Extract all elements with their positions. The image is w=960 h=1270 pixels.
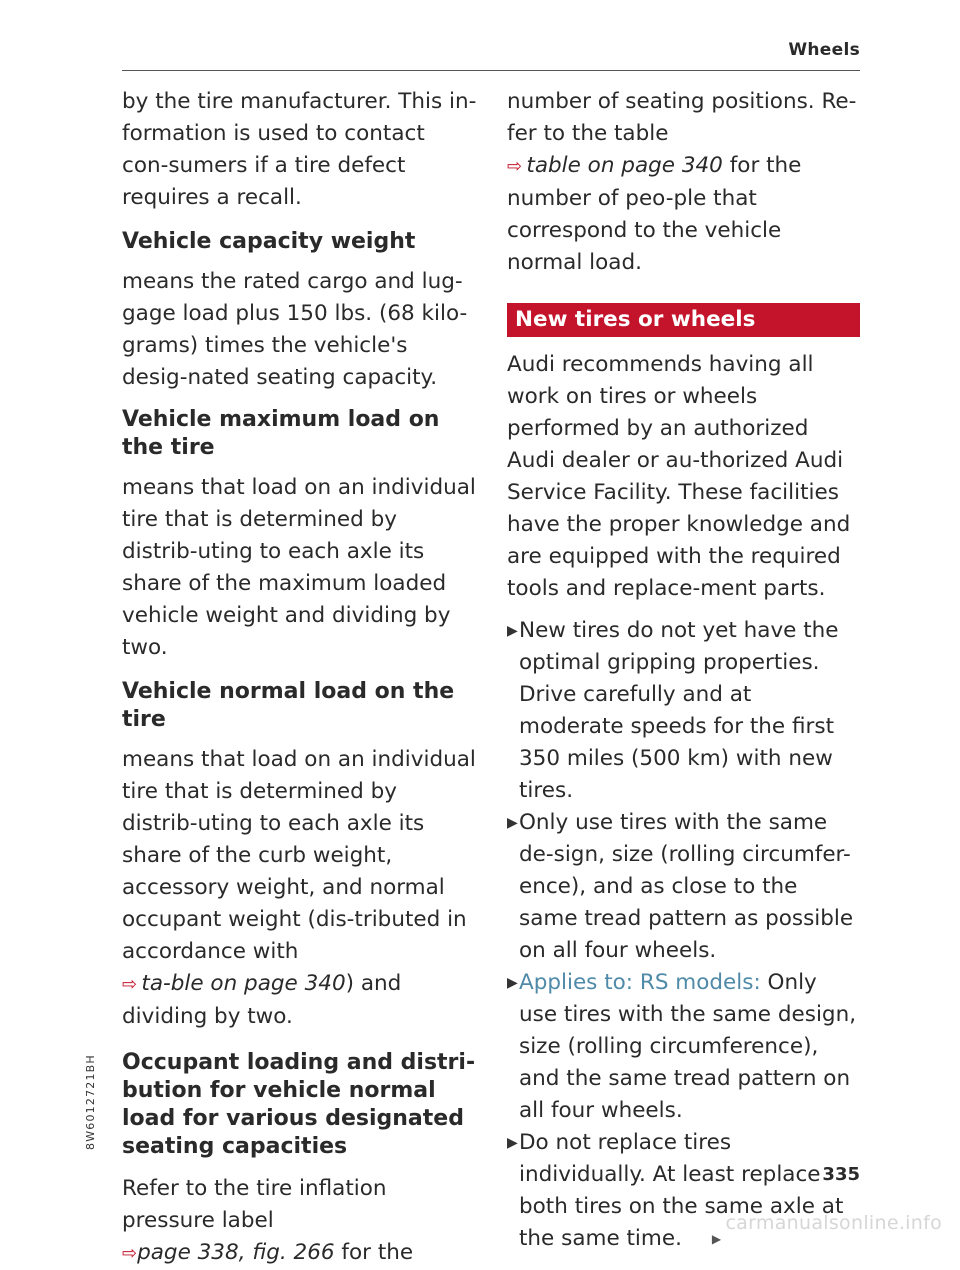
list-item: [507, 967, 860, 1127]
cross-reference-table-340[interactable]: [122, 971, 346, 996]
refer-text-a: Refer to the tire inflation pressure label: [122, 1176, 387, 1233]
paragraph-continued: by the tire manufacturer. This in-formation is used to contact con-sumers if a tire defect requires a recall.: [122, 89, 477, 210]
paragraph-audi-recommends: Audi recommends having all work on tires or wheels performed by an authorized Audi dealer or au-thorized Audi Service Facility. These facilities have the proper knowledge and are equipped with the required tools and replace-ment parts.: [507, 352, 851, 601]
list-item-text: Only use tires with the same design, size (rolling circumference), and the same tread pattern on all four wheels.: [519, 970, 857, 1123]
refer-text-b: for the: [341, 1240, 414, 1265]
cross-reference-page-338[interactable]: [122, 1240, 335, 1265]
list-item: [507, 1127, 860, 1255]
running-header: Wheels: [788, 40, 860, 60]
seating-text-b: for the number of peo-ple that correspond to the vehicle normal load.: [507, 153, 802, 275]
cross-reference-label: ta-ble on page 340: [141, 971, 346, 996]
cross-reference-label: page 338, fig. 266: [137, 1240, 335, 1265]
paragraph-refer-label: [122, 1173, 477, 1270]
bullet-triangle-icon: ▶: [507, 815, 518, 831]
paragraph-capacity-weight: means the rated cargo and lug-gage load plus 150 lbs. (68 kilo-grams) times the vehicle's desig-nated seating capacity.: [122, 269, 468, 390]
bullet-triangle-icon: ▶: [507, 975, 518, 991]
applies-to-label: Applies to: RS models:: [519, 970, 761, 995]
bullet-triangle-icon: ▶: [507, 1135, 518, 1151]
heading-maximum-load: Vehicle maximum load on the tire: [122, 407, 440, 460]
arrow-right-icon: ⇨: [507, 156, 523, 177]
right-column: [507, 86, 860, 1255]
list-item-text: Only use tires with the same de-sign, size (rolling circumfer-ence), and as close to the same tread pattern as possible on all four wheels.: [519, 810, 854, 963]
paragraph-normal-load: [122, 744, 477, 1033]
cross-reference-table-340[interactable]: [507, 153, 723, 178]
recommendation-list: [507, 615, 860, 1255]
list-item: [507, 807, 860, 967]
section-heading-bar: New tires or wheels: [507, 303, 860, 337]
continue-arrow-icon: ▶: [711, 1232, 722, 1246]
left-column: [122, 86, 477, 1270]
normal-load-text-a: means that load on an individual tire that is determined by distrib-uting to each axle its share of the curb weight, accessory weight, and normal occupant weight (dis-tributed in accordance with: [122, 747, 476, 964]
arrow-right-icon: ⇨: [122, 1243, 138, 1264]
paragraph-seating-positions: [507, 86, 860, 279]
list-item-text: New tires do not yet have the optimal gripping properties. Drive carefully and at moderate speeds for the first 350 miles (500 km) with new tires.: [519, 618, 839, 803]
page-number: 335: [822, 1164, 860, 1185]
heading-normal-load: Vehicle normal load on the tire: [122, 679, 455, 732]
seating-text-a: number of seating positions. Re-fer to the table: [507, 89, 857, 146]
header-divider: [122, 70, 860, 71]
arrow-right-icon: ⇨: [122, 974, 138, 995]
list-item: [507, 615, 860, 807]
watermark: carmanualsonline.info: [725, 1212, 942, 1234]
bullet-triangle-icon: ▶: [507, 623, 518, 639]
heading-occupant-loading: Occupant loading and distri-bution for vehicle normal load for various designated seating capacities: [122, 1050, 476, 1159]
paragraph-maximum-load: means that load on an individual tire that is determined by distrib-uting to each axle its share of the maximum loaded vehicle weight and dividing by two.: [122, 475, 476, 660]
normal-load-text-b: ) and dividing by two.: [122, 971, 402, 1029]
list-item-text: Do not replace tires individually. At least replace both tires on the same axle at the same time.: [519, 1130, 844, 1251]
cross-reference-label: table on page 340: [526, 153, 723, 178]
heading-capacity-weight: Vehicle capacity weight: [122, 229, 416, 254]
document-code: 8W6012721BH: [84, 1054, 97, 1150]
